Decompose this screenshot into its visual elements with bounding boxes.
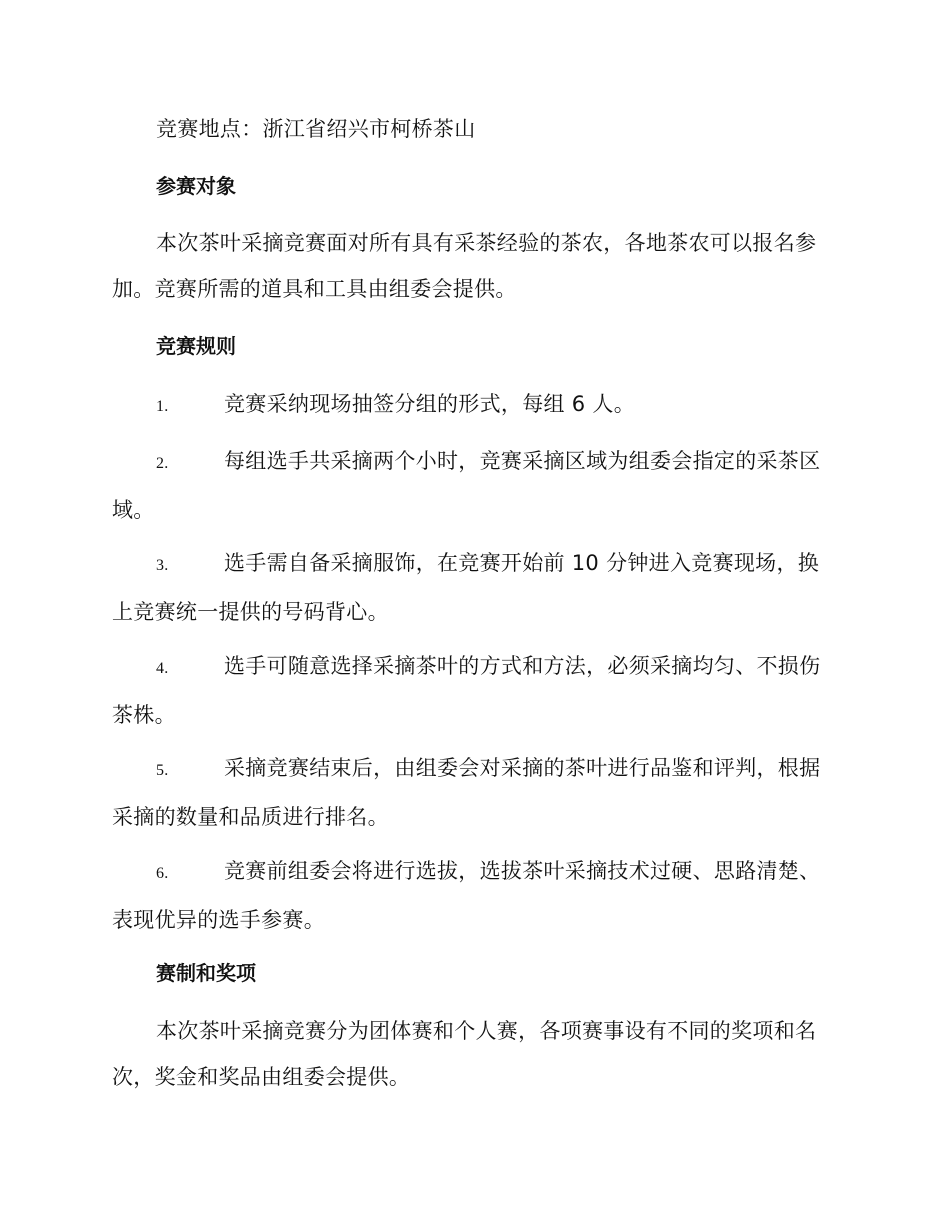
rules-heading: 竞赛规则 <box>156 334 236 358</box>
rule-item-6 <box>112 848 834 943</box>
participants-heading: 参赛对象 <box>156 174 236 198</box>
rule-number: 5. <box>156 762 169 779</box>
awards-heading: 赛制和奖项 <box>156 961 256 985</box>
rule-text: 采摘竞赛结束后，由组委会对采摘的茶叶进行品鉴和评判，根据采摘的数量和品质进行排名。 <box>112 756 821 829</box>
participants-body: 本次茶叶采摘竞赛面对所有具有采茶经验的茶农，各地茶农可以报名参加。竞赛所需的道具和工具由组委会提供。 <box>112 231 817 301</box>
rule-number: 3. <box>156 557 169 574</box>
rule-item-2 <box>112 438 834 533</box>
rule-number: 2. <box>156 455 169 472</box>
rule-item-1 <box>112 381 834 430</box>
rule-item-3 <box>112 540 834 635</box>
rule-text: 选手需自备采摘服饰，在竞赛开始前 10 分钟进入竞赛现场，换上竞赛统一提供的号码背心。 <box>112 551 820 624</box>
rule-text: 每组选手共采摘两个小时，竞赛采摘区域为组委会指定的采茶区域。 <box>112 449 821 522</box>
rule-item-5 <box>112 745 834 840</box>
location-line: 竞赛地点：浙江省绍兴市柯桥茶山 <box>156 117 476 141</box>
awards-body: 本次茶叶采摘竞赛分为团体赛和个人赛，各项赛事设有不同的奖项和名次，奖金和奖品由组委会提供。 <box>112 1019 817 1089</box>
rule-number: 1. <box>156 398 169 415</box>
rule-text: 选手可随意选择采摘茶叶的方式和方法，必须采摘均匀、不损伤茶株。 <box>112 654 821 727</box>
rule-text: 竞赛采纳现场抽签分组的形式，每组 6 人。 <box>224 392 636 416</box>
rule-text: 竞赛前组委会将进行选拔，选拔茶叶采摘技术过硬、思路清楚、表现优异的选手参赛。 <box>112 859 821 932</box>
rule-item-4 <box>112 643 834 738</box>
rule-number: 6. <box>156 865 169 882</box>
rule-number: 4. <box>156 660 169 677</box>
